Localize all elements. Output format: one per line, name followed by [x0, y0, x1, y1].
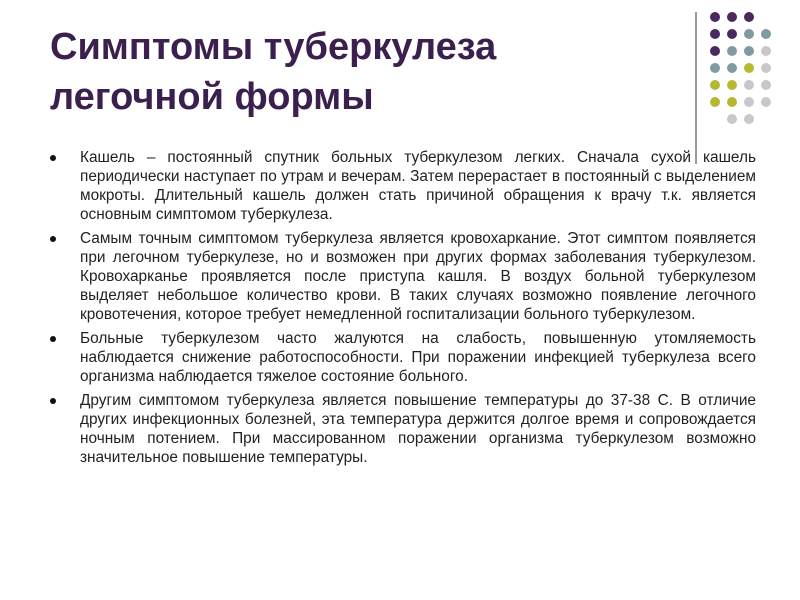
bullet-item-fever [50, 391, 756, 467]
slide-title-line-1: Симптомы туберкулеза [50, 26, 497, 68]
decorative-dot [710, 12, 720, 22]
bullet-dot-icon [50, 336, 56, 342]
bullet-item-weakness [50, 329, 756, 386]
decorative-dot [710, 80, 720, 90]
decorative-dot-grid [710, 12, 790, 132]
slide-title-line-2: легочной формы [50, 76, 374, 118]
bullet-dot-icon [50, 398, 56, 404]
slide-title [50, 22, 630, 122]
decorative-dot [727, 80, 737, 90]
decorative-dot [727, 63, 737, 73]
decorative-dot [727, 12, 737, 22]
decorative-dot [710, 97, 720, 107]
decorative-dot [761, 97, 771, 107]
decorative-dot [744, 29, 754, 39]
bullet-dot-icon [50, 236, 56, 242]
bullet-text: Кашель – постоянный спутник больных туберкулезом легких. Сначала сухой кашель периодически наступает по утрам и вечерам. Затем перерастает в постоянный с выделением мокроты. Длительный кашель должен стать причиной обращения к врачу т.к. является основным симптомом туберкулеза. [80, 149, 756, 223]
decorative-dot [761, 46, 771, 56]
decorative-dot [727, 46, 737, 56]
bullet-text: Самым точным симптомом туберкулеза является кровохаркание. Этот симптом появляется при легочном туберкулезе, но и возможен при других формах заболевания туберкулезом. Кровохарканье проявляется после приступа кашля. В воздух больной туберкулезом выделяет небольшое количество крови. В таких случаях возможно появление легочного кровотечения, которое требует немедленной госпитализации больного туберкулезом. [80, 230, 756, 323]
decorative-dot [744, 80, 754, 90]
decorative-dot [744, 63, 754, 73]
decorative-dot [744, 46, 754, 56]
decorative-dot [727, 97, 737, 107]
bullet-list [50, 148, 756, 472]
decorative-dot [710, 46, 720, 56]
decorative-dot [727, 29, 737, 39]
decorative-dot [710, 29, 720, 39]
decorative-dot [761, 80, 771, 90]
decorative-dot [744, 97, 754, 107]
decorative-dot [761, 63, 771, 73]
bullet-item-hemoptysis [50, 229, 756, 324]
bullet-item-cough [50, 148, 756, 224]
bullet-text: Другим симптомом туберкулеза является повышение температуры до 37-38 С. В отличие других инфекционных болезней, эта температура держится долгое время и сопровождается ночным потением. При массированном поражении организма туберкулезом возможно значительное повышение температуры. [80, 392, 756, 466]
decorative-dot [710, 63, 720, 73]
decorative-dot [761, 29, 771, 39]
bullet-dot-icon [50, 155, 56, 161]
bullet-text: Больные туберкулезом часто жалуются на слабость, повышенную утомляемость наблюдается снижение работоспособности. При поражении инфекцией туберкулеза всего организма наблюдается тяжелое состояние больного. [80, 330, 756, 385]
decorative-divider-line [695, 12, 697, 164]
decorative-dot [744, 114, 754, 124]
decorative-dot [727, 114, 737, 124]
decorative-dot [744, 12, 754, 22]
